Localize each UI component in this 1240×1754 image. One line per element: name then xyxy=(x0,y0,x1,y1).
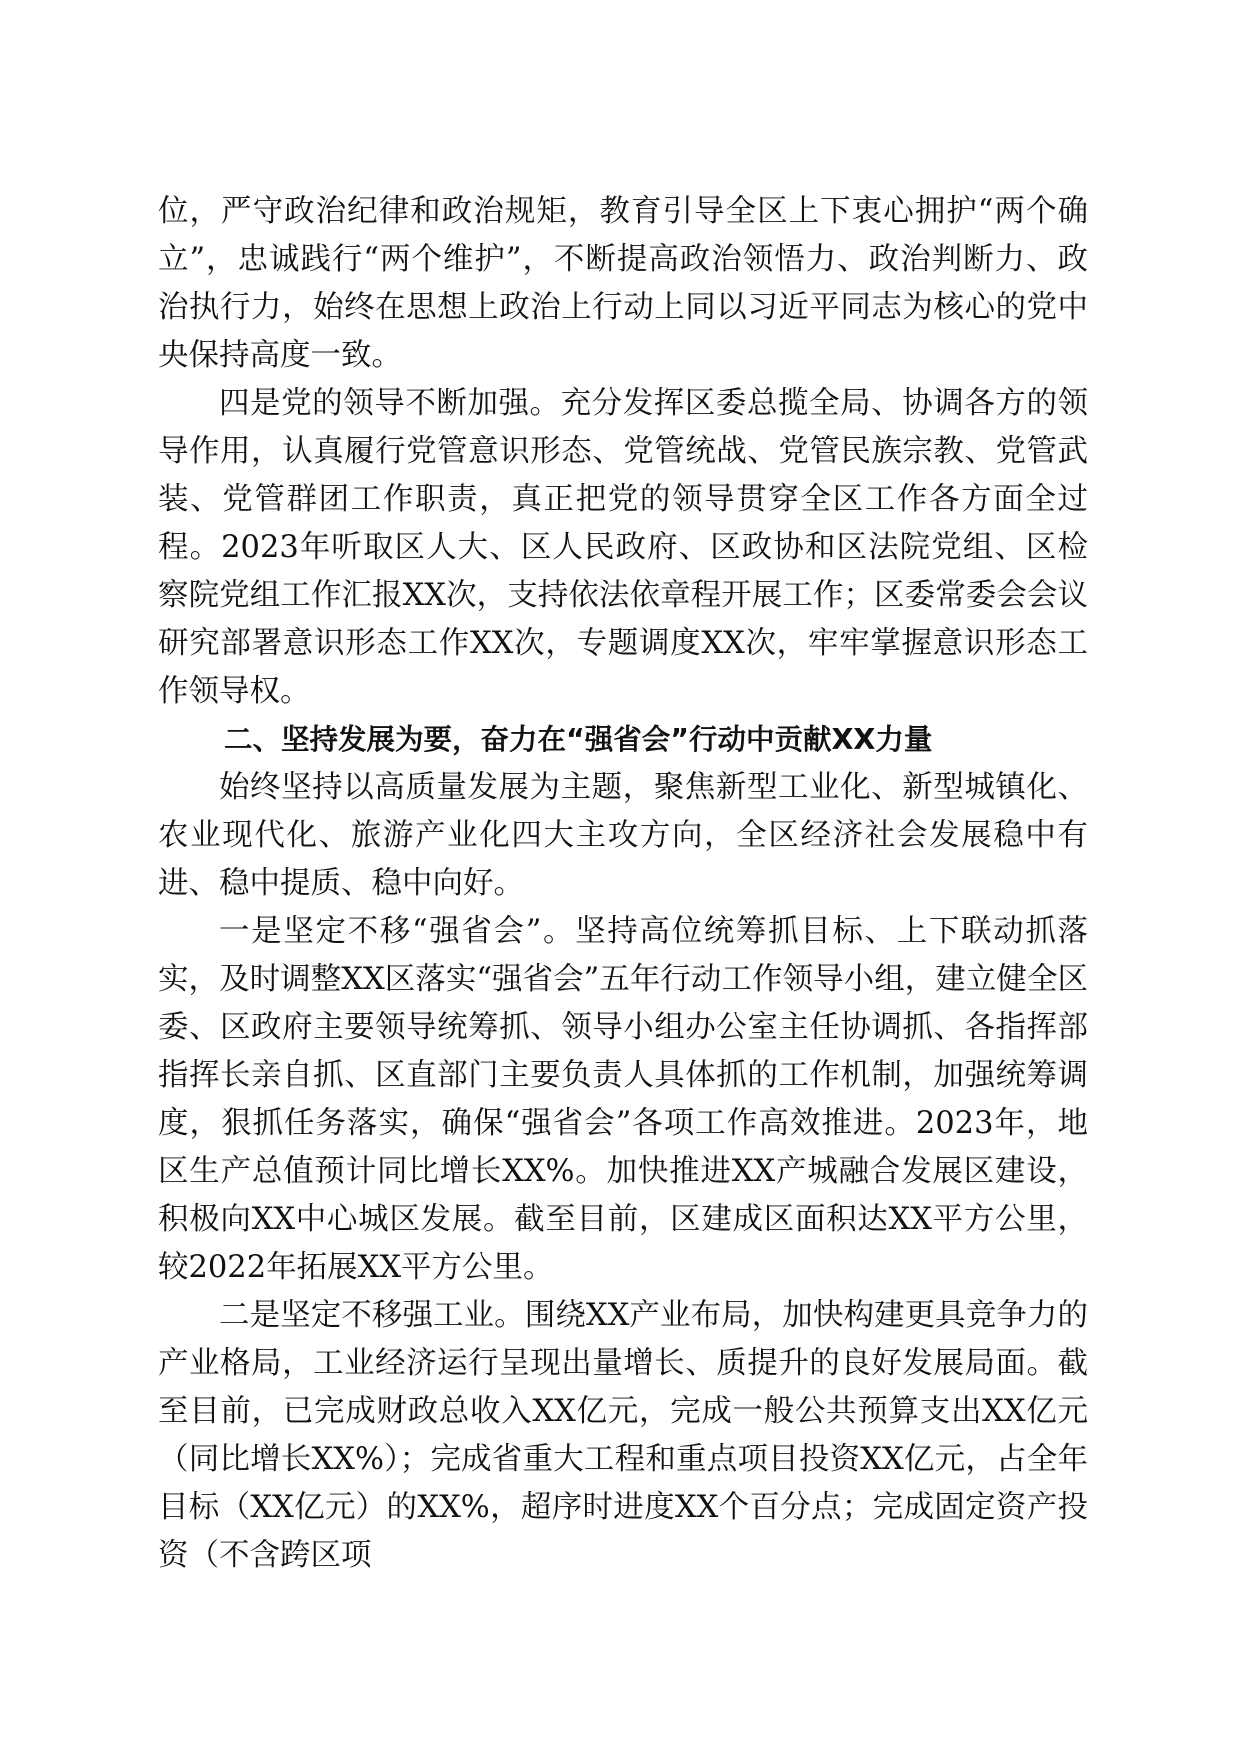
body-paragraph-development-intro: 始终坚持以高质量发展为主题，聚焦新型工业化、新型城镇化、农业现代化、旅游产业化四大主攻方向，全区经济社会发展稳中有进、稳中提质、稳中向好。 xyxy=(158,770,1088,901)
body-paragraph-party-leadership: 四是党的领导不断加强。充分发挥区委总揽全局、协调各方的领导作用，认真履行党管意识形态、党管统战、党管民族宗教、党管武装、党管群团工作职责，真正把党的领导贯穿全区工作各方面全过程。2023年听取区人大、区人民政府、区政协和区法院党组、区检察院党组工作汇报XX次，支持依法依章程开展工作；区委常委会会议研究部署意识形态工作XX次，专题调度XX次，牢牢掌握意识形态工作领导权。 xyxy=(158,386,1088,709)
body-paragraph-continued: 位，严守政治纪律和政治规矩，教育引导全区上下衷心拥护“两个确立”，忠诚践行“两个维护”，不断提高政治领悟力、政治判断力、政治执行力，始终在思想上政治上行动上同以习近平同志为核心的党中央保持高度一致。 xyxy=(158,194,1088,373)
body-paragraph-strong-capital: 一是坚定不移“强省会”。坚持高位统筹抓目标、上下联动抓落实，及时调整XX区落实“强省会”五年行动工作领导小组，建立健全区委、区政府主要领导统筹抓、领导小组办公室主任协调抓、各指挥部指挥长亲自抓、区直部门主要负责人具体抓的工作机制，加强统筹调度，狠抓任务落实，确保“强省会”各项工作高效推进。2023年，地区生产总值预计同比增长XX%。加快推进XX产城融合发展区建设，积极向XX中心城区发展。截至目前，区建成区面积达XX平方公里，较2022年拓展XX平方公里。 xyxy=(158,914,1088,1285)
body-paragraph-strong-industry: 二是坚定不移强工业。围绕XX产业布局，加快构建更具竞争力的产业格局，工业经济运行呈现出量增长、质提升的良好发展局面。截至目前，已完成财政总收入XX亿元，完成一般公共预算支出XX亿元（同比增长XX%）；完成省重大工程和重点项目投资XX亿元，占全年目标（XX亿元）的XX%，超序时进度XX个百分点；完成固定资产投资（不含跨区项 xyxy=(158,1298,1088,1573)
section-heading: 二、坚持发展为要，奋力在“强省会”行动中贡献XX力量 xyxy=(224,723,933,756)
document-page xyxy=(158,188,1088,1580)
